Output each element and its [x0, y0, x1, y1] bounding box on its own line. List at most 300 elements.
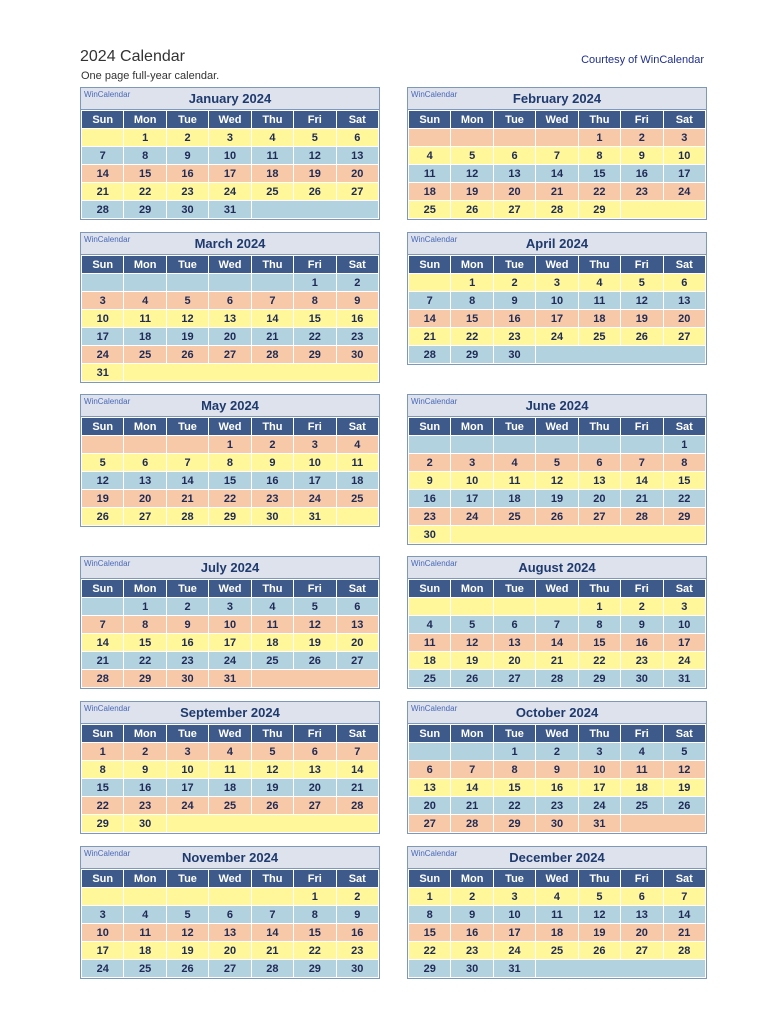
- day-cell: 20: [493, 652, 535, 670]
- day-cell: 25: [124, 960, 166, 978]
- day-cell: 9: [621, 147, 663, 165]
- day-cell: 20: [621, 924, 663, 942]
- empty-cell: [124, 888, 166, 906]
- day-cell: 14: [536, 634, 578, 652]
- day-cell: 31: [663, 670, 705, 688]
- day-cell: 19: [663, 779, 705, 797]
- empty-cell: [536, 436, 578, 454]
- day-cell: 3: [663, 598, 705, 616]
- weekday-header: Wed: [536, 256, 578, 274]
- empty-cell: [451, 598, 493, 616]
- day-cell: 11: [209, 761, 251, 779]
- day-cell: 20: [409, 797, 451, 815]
- day-cell: 11: [493, 472, 535, 490]
- weekday-header: Sat: [663, 725, 705, 743]
- day-cell: 27: [409, 815, 451, 833]
- weekday-header: Sun: [409, 418, 451, 436]
- month-header: [408, 847, 706, 869]
- day-cell: 28: [251, 346, 293, 364]
- week-row: [409, 761, 706, 779]
- month-title: January 2024: [188, 91, 272, 106]
- empty-cell: [536, 960, 706, 978]
- week-row: [409, 310, 706, 328]
- day-cell: 25: [409, 201, 451, 219]
- wincalendar-label[interactable]: WinCalendar: [84, 397, 131, 406]
- day-cell: 18: [251, 165, 293, 183]
- day-cell: 24: [663, 183, 705, 201]
- day-cell: 16: [166, 165, 208, 183]
- week-row: [82, 454, 379, 472]
- day-cell: 9: [451, 906, 493, 924]
- week-row: [82, 924, 379, 942]
- day-cell: 20: [336, 165, 378, 183]
- day-cell: 21: [82, 652, 124, 670]
- day-cell: 28: [621, 508, 663, 526]
- day-cell: 26: [578, 942, 620, 960]
- weekday-header: Wed: [209, 870, 251, 888]
- empty-cell: [124, 436, 166, 454]
- day-cell: 12: [451, 165, 493, 183]
- day-cell: 20: [124, 490, 166, 508]
- day-cell: 7: [409, 292, 451, 310]
- month-title: November 2024: [181, 850, 279, 865]
- day-cell: 12: [294, 616, 336, 634]
- month-title: December 2024: [509, 850, 605, 865]
- week-row: [82, 364, 379, 382]
- day-cell: 23: [336, 942, 378, 960]
- week-row: [409, 670, 706, 688]
- empty-cell: [82, 436, 124, 454]
- day-cell: 18: [336, 472, 378, 490]
- week-row: [409, 779, 706, 797]
- weekday-header: Sun: [82, 111, 124, 129]
- day-cell: 9: [336, 292, 378, 310]
- day-cell: 15: [663, 472, 705, 490]
- day-cell: 30: [166, 201, 208, 219]
- day-cell: 22: [451, 328, 493, 346]
- day-cell: 1: [209, 436, 251, 454]
- day-cell: 21: [536, 183, 578, 201]
- weekday-header: Wed: [536, 111, 578, 129]
- day-cell: 27: [663, 328, 705, 346]
- day-cell: 20: [294, 779, 336, 797]
- month-title: September 2024: [180, 705, 280, 720]
- day-cell: 21: [663, 924, 705, 942]
- day-cell: 24: [663, 652, 705, 670]
- day-cell: 26: [663, 797, 705, 815]
- day-cell: 10: [493, 906, 535, 924]
- page-subtitle: One page full-year calendar.: [81, 70, 220, 82]
- empty-cell: [409, 129, 451, 147]
- weekday-header: Thu: [578, 725, 620, 743]
- week-row: [409, 960, 706, 978]
- month-calendar: [80, 87, 380, 220]
- wincalendar-label[interactable]: WinCalendar: [84, 849, 131, 858]
- day-cell: 10: [663, 616, 705, 634]
- day-cell: 3: [166, 743, 208, 761]
- day-cell: 6: [578, 454, 620, 472]
- day-cell: 17: [209, 634, 251, 652]
- week-row: [82, 815, 379, 833]
- day-cell: 26: [451, 201, 493, 219]
- day-cell: 4: [124, 906, 166, 924]
- weekday-header: Wed: [536, 725, 578, 743]
- week-row: [409, 598, 706, 616]
- day-cell: 27: [124, 508, 166, 526]
- month-table: [81, 255, 379, 382]
- week-row: [409, 508, 706, 526]
- day-cell: 24: [294, 490, 336, 508]
- weekday-header: Fri: [621, 580, 663, 598]
- weekday-header: Thu: [578, 111, 620, 129]
- week-row: [409, 436, 706, 454]
- day-cell: 12: [536, 472, 578, 490]
- day-cell: 4: [536, 888, 578, 906]
- weekday-header: Tue: [493, 870, 535, 888]
- day-cell: 1: [578, 598, 620, 616]
- day-cell: 19: [166, 328, 208, 346]
- month-calendar: [80, 232, 380, 383]
- week-row: [409, 797, 706, 815]
- empty-cell: [536, 598, 578, 616]
- month-header: [408, 557, 706, 579]
- weekday-header: Sat: [663, 256, 705, 274]
- day-cell: 27: [493, 201, 535, 219]
- month-table: [408, 255, 706, 364]
- day-cell: 2: [336, 888, 378, 906]
- weekday-header: Tue: [166, 418, 208, 436]
- day-cell: 25: [621, 797, 663, 815]
- day-cell: 14: [409, 310, 451, 328]
- day-cell: 5: [294, 129, 336, 147]
- wincalendar-label[interactable]: WinCalendar: [411, 90, 458, 99]
- empty-cell: [82, 274, 124, 292]
- empty-cell: [621, 815, 706, 833]
- weekday-header: Sat: [336, 725, 378, 743]
- month-calendar: [407, 846, 707, 979]
- day-cell: 9: [621, 616, 663, 634]
- weekday-header: Tue: [493, 725, 535, 743]
- wincalendar-label[interactable]: WinCalendar: [411, 397, 458, 406]
- week-row: [82, 310, 379, 328]
- day-cell: 27: [209, 346, 251, 364]
- wincalendar-label[interactable]: WinCalendar: [84, 559, 131, 568]
- day-cell: 5: [166, 906, 208, 924]
- day-cell: 4: [578, 274, 620, 292]
- day-cell: 31: [209, 670, 251, 688]
- day-cell: 19: [451, 183, 493, 201]
- wincalendar-label[interactable]: WinCalendar: [84, 704, 131, 713]
- day-cell: 11: [536, 906, 578, 924]
- empty-cell: [251, 201, 378, 219]
- month-table: [81, 579, 379, 688]
- day-cell: 16: [493, 310, 535, 328]
- weekday-header: Sun: [82, 256, 124, 274]
- week-row: [82, 888, 379, 906]
- day-cell: 17: [493, 924, 535, 942]
- day-cell: 9: [493, 292, 535, 310]
- month-calendar: [407, 87, 707, 220]
- empty-cell: [493, 129, 535, 147]
- day-cell: 5: [451, 147, 493, 165]
- day-cell: 17: [82, 942, 124, 960]
- weekday-header: Sun: [409, 870, 451, 888]
- day-cell: 15: [82, 779, 124, 797]
- day-cell: 17: [578, 779, 620, 797]
- week-row: [409, 815, 706, 833]
- day-cell: 5: [621, 274, 663, 292]
- weekday-header: Tue: [493, 111, 535, 129]
- day-cell: 6: [209, 292, 251, 310]
- week-row: [409, 129, 706, 147]
- wincalendar-label[interactable]: WinCalendar: [411, 235, 458, 244]
- day-cell: 1: [409, 888, 451, 906]
- weekday-header: Sat: [663, 870, 705, 888]
- weekday-header: Tue: [166, 256, 208, 274]
- week-row: [82, 346, 379, 364]
- day-cell: 30: [493, 346, 535, 364]
- day-cell: 1: [451, 274, 493, 292]
- day-cell: 28: [166, 508, 208, 526]
- weekday-header: Thu: [578, 256, 620, 274]
- day-cell: 27: [493, 670, 535, 688]
- day-cell: 21: [82, 183, 124, 201]
- empty-cell: [621, 436, 663, 454]
- day-cell: 19: [294, 634, 336, 652]
- month-table: [408, 417, 706, 544]
- day-cell: 13: [578, 472, 620, 490]
- day-cell: 18: [578, 310, 620, 328]
- week-row: [82, 436, 379, 454]
- month-header: [81, 395, 379, 417]
- day-cell: 19: [578, 924, 620, 942]
- day-cell: 21: [409, 328, 451, 346]
- week-row: [82, 652, 379, 670]
- week-row: [82, 183, 379, 201]
- day-cell: 6: [336, 129, 378, 147]
- month-table: [408, 579, 706, 688]
- weekday-header: Wed: [209, 256, 251, 274]
- week-row: [82, 274, 379, 292]
- day-cell: 1: [294, 274, 336, 292]
- day-cell: 8: [578, 147, 620, 165]
- day-cell: 17: [536, 310, 578, 328]
- day-cell: 28: [663, 942, 705, 960]
- day-cell: 13: [663, 292, 705, 310]
- wincalendar-label[interactable]: WinCalendar: [411, 849, 458, 858]
- day-cell: 12: [451, 634, 493, 652]
- wincalendar-label[interactable]: WinCalendar: [84, 235, 131, 244]
- week-row: [409, 165, 706, 183]
- day-cell: 29: [294, 960, 336, 978]
- weekday-header: Sun: [82, 418, 124, 436]
- weekday-header: Wed: [536, 418, 578, 436]
- day-cell: 1: [124, 129, 166, 147]
- weekday-header: Sun: [82, 870, 124, 888]
- day-cell: 13: [336, 147, 378, 165]
- weekday-header: Tue: [493, 256, 535, 274]
- day-cell: 11: [621, 761, 663, 779]
- day-cell: 12: [166, 924, 208, 942]
- day-cell: 1: [82, 743, 124, 761]
- day-cell: 16: [124, 779, 166, 797]
- day-cell: 22: [124, 652, 166, 670]
- day-cell: 9: [536, 761, 578, 779]
- empty-cell: [451, 129, 493, 147]
- empty-cell: [82, 598, 124, 616]
- day-cell: 23: [166, 652, 208, 670]
- month-title: February 2024: [512, 91, 602, 106]
- empty-cell: [493, 598, 535, 616]
- day-cell: 27: [336, 183, 378, 201]
- day-cell: 8: [294, 906, 336, 924]
- day-cell: 24: [209, 652, 251, 670]
- day-cell: 14: [82, 634, 124, 652]
- week-row: [82, 490, 379, 508]
- empty-cell: [409, 436, 451, 454]
- day-cell: 21: [166, 490, 208, 508]
- day-cell: 20: [209, 328, 251, 346]
- day-cell: 11: [336, 454, 378, 472]
- day-cell: 11: [251, 147, 293, 165]
- month-header: [408, 88, 706, 110]
- empty-cell: [536, 129, 578, 147]
- day-cell: 29: [124, 670, 166, 688]
- weekday-header: Thu: [251, 725, 293, 743]
- day-cell: 18: [536, 924, 578, 942]
- day-cell: 11: [251, 616, 293, 634]
- day-cell: 27: [209, 960, 251, 978]
- weekday-header: Tue: [166, 870, 208, 888]
- day-cell: 16: [336, 924, 378, 942]
- day-cell: 4: [621, 743, 663, 761]
- month-header: [81, 233, 379, 255]
- week-row: [82, 743, 379, 761]
- day-cell: 4: [409, 616, 451, 634]
- day-cell: 28: [409, 346, 451, 364]
- weekday-header: Sat: [336, 580, 378, 598]
- week-row: [82, 292, 379, 310]
- day-cell: 28: [536, 670, 578, 688]
- wincalendar-label[interactable]: WinCalendar: [84, 90, 131, 99]
- day-cell: 2: [493, 274, 535, 292]
- day-cell: 24: [82, 960, 124, 978]
- day-cell: 22: [578, 652, 620, 670]
- day-cell: 21: [536, 652, 578, 670]
- day-cell: 20: [493, 183, 535, 201]
- month-title: August 2024: [518, 560, 596, 575]
- day-cell: 6: [493, 616, 535, 634]
- day-cell: 12: [82, 472, 124, 490]
- day-cell: 24: [166, 797, 208, 815]
- day-cell: 5: [663, 743, 705, 761]
- empty-cell: [209, 274, 251, 292]
- day-cell: 11: [409, 165, 451, 183]
- week-row: [82, 616, 379, 634]
- day-cell: 24: [536, 328, 578, 346]
- day-cell: 26: [166, 960, 208, 978]
- day-cell: 19: [82, 490, 124, 508]
- day-cell: 27: [336, 652, 378, 670]
- courtesy-link[interactable]: Courtesy of WinCalendar: [581, 54, 704, 66]
- day-cell: 10: [451, 472, 493, 490]
- empty-cell: [82, 129, 124, 147]
- day-cell: 7: [82, 147, 124, 165]
- weekday-header: Mon: [451, 725, 493, 743]
- weekday-header: Sat: [336, 256, 378, 274]
- weekday-header: Thu: [578, 870, 620, 888]
- day-cell: 13: [409, 779, 451, 797]
- day-cell: 15: [578, 165, 620, 183]
- day-cell: 21: [251, 328, 293, 346]
- month-title: July 2024: [200, 560, 260, 575]
- week-row: [82, 147, 379, 165]
- day-cell: 4: [336, 436, 378, 454]
- month-header: [81, 702, 379, 724]
- day-cell: 22: [409, 942, 451, 960]
- day-cell: 29: [578, 201, 620, 219]
- month-header: [81, 557, 379, 579]
- day-cell: 28: [82, 670, 124, 688]
- day-cell: 7: [663, 888, 705, 906]
- month-calendar: [407, 701, 707, 834]
- month-calendar: [407, 556, 707, 689]
- day-cell: 3: [294, 436, 336, 454]
- week-row: [409, 526, 706, 544]
- day-cell: 23: [451, 942, 493, 960]
- day-cell: 6: [294, 743, 336, 761]
- day-cell: 2: [124, 743, 166, 761]
- day-cell: 5: [251, 743, 293, 761]
- day-cell: 10: [578, 761, 620, 779]
- day-cell: 10: [294, 454, 336, 472]
- day-cell: 28: [451, 815, 493, 833]
- empty-cell: [493, 436, 535, 454]
- day-cell: 16: [251, 472, 293, 490]
- weekday-header: Wed: [536, 580, 578, 598]
- day-cell: 15: [124, 634, 166, 652]
- day-cell: 24: [209, 183, 251, 201]
- day-cell: 21: [251, 942, 293, 960]
- weekday-header: Sat: [663, 418, 705, 436]
- day-cell: 6: [493, 147, 535, 165]
- wincalendar-label[interactable]: WinCalendar: [411, 704, 458, 713]
- day-cell: 17: [82, 328, 124, 346]
- day-cell: 3: [493, 888, 535, 906]
- week-row: [409, 328, 706, 346]
- month-calendar: [80, 846, 380, 979]
- day-cell: 27: [578, 508, 620, 526]
- day-cell: 30: [621, 670, 663, 688]
- day-cell: 23: [124, 797, 166, 815]
- day-cell: 13: [124, 472, 166, 490]
- day-cell: 25: [251, 183, 293, 201]
- day-cell: 28: [336, 797, 378, 815]
- day-cell: 4: [251, 598, 293, 616]
- empty-cell: [451, 436, 493, 454]
- day-cell: 4: [251, 129, 293, 147]
- day-cell: 22: [578, 183, 620, 201]
- week-row: [82, 779, 379, 797]
- day-cell: 7: [621, 454, 663, 472]
- week-row: [409, 274, 706, 292]
- weekday-header: Mon: [451, 111, 493, 129]
- wincalendar-label[interactable]: WinCalendar: [411, 559, 458, 568]
- weekday-header: Mon: [124, 870, 166, 888]
- day-cell: 14: [251, 924, 293, 942]
- day-cell: 2: [621, 598, 663, 616]
- day-cell: 9: [336, 906, 378, 924]
